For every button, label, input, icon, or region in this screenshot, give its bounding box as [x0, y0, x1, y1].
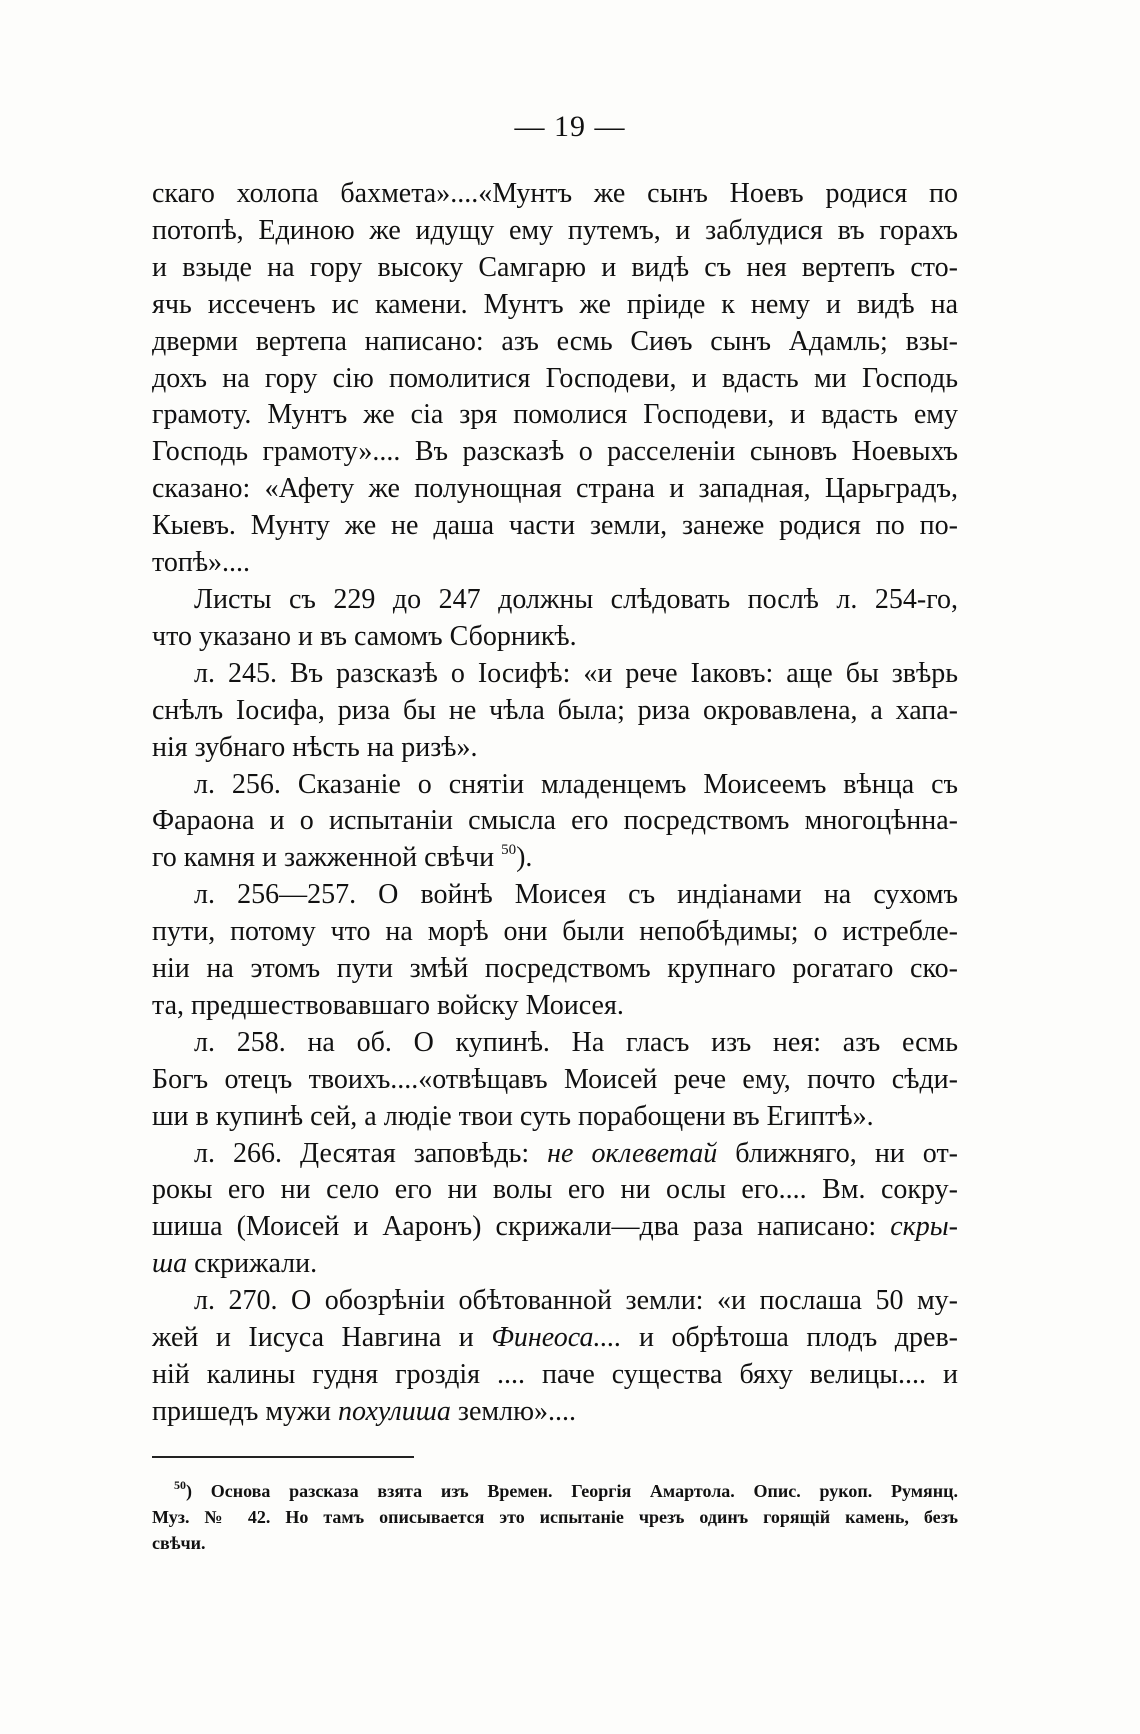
text-line: л. 258. на об. О купинѣ. На гласъ изъ нея: азъ есмь	[194, 1026, 958, 1058]
text-line: л. 256—257. О войнѣ Моисея съ индіанами на сухомъ	[194, 879, 958, 911]
text-line: Фараона и о испытаніи смысла его посредствомъ многоцѣнна-	[152, 805, 958, 837]
text-segment: л. 266. Десятая заповѣдь:	[194, 1137, 530, 1169]
footnote-marker: 50	[174, 1478, 186, 1492]
text-line	[152, 1246, 958, 1283]
text-line	[152, 1136, 958, 1173]
text-line: рокы его ни село его ни волы его ни ослы его.... Вм. сокру-	[152, 1174, 958, 1206]
text-line: ніи на этомъ пути змѣй посредствомъ крупнаго рогатаго ско-	[152, 953, 958, 985]
text-line: л. 270. О обозрѣніи обѣтованной земли: «и послаша 50 му-	[194, 1285, 958, 1317]
text-segment: и обрѣтоша плодъ древ-	[639, 1322, 959, 1354]
footnote-text: ) Основа разсказа взята изъ Времен. Георгія Амартола. Опис. рукоп. Румянц.	[186, 1481, 958, 1501]
text-line: скаго холопа бахмета»....«Мунтъ же сынъ Ноевъ родися по	[152, 178, 958, 209]
footnote-line: Муз. № 42. Но тамъ описывается это испытаніе чрезъ одинъ горящій камень, безъ	[152, 1507, 958, 1527]
text-line: л. 245. Въ разсказѣ о Іосифѣ: «и рече Іаковъ: аще бы звѣрь	[194, 657, 958, 689]
text-segment: жей и Іисуса Навгина и	[152, 1322, 474, 1354]
text-segment: го камня и зажженной свѣчи	[152, 842, 495, 874]
footnote-divider	[152, 1456, 414, 1458]
text-line: Листы съ 229 до 247 должны слѣдовать послѣ л. 254-го,	[194, 583, 958, 615]
text-line: топѣ»....	[152, 547, 251, 579]
text-line: потопѣ, Единою же идущу ему путемъ, и заблудися въ горахъ	[152, 214, 958, 246]
footnote-ref[interactable]: 50	[501, 842, 517, 859]
text-line: л. 256. Сказаніе о снятіи младенцемъ Моисеемъ вѣнца съ	[194, 768, 958, 800]
text-segment: землю»....	[457, 1395, 576, 1427]
text-line: сказано: «Афету же полунощная страна и западная, Царьградъ,	[152, 473, 958, 505]
text-line: пути, потому что на морѣ они были непобѣдимы; о истребле-	[152, 916, 958, 948]
text-line: ши в купинѣ сей, а людіе твои суть порабощени въ Египтѣ».	[152, 1100, 874, 1132]
text-line	[152, 840, 958, 877]
italic-text: не оклеветай	[547, 1137, 718, 1169]
text-line	[152, 1394, 958, 1431]
text-line: ячь иссеченъ ис камени. Мунтъ же пріиде к нему и видѣ на	[152, 288, 958, 320]
text-line: ній калины гудня гроздія .... паче существа бяху велицы.... и	[152, 1359, 958, 1390]
italic-text: скры-	[890, 1211, 958, 1243]
text-line: нія зубнаго нѣсть на ризѣ».	[152, 731, 478, 763]
text-line	[152, 1209, 958, 1246]
text-line: снѣлъ Іосифа, риза бы не чѣла была; риза окровавлена, а хапа-	[152, 694, 958, 726]
text-segment: скрижали.	[194, 1248, 318, 1280]
text-segment: пришедъ мужи	[152, 1395, 331, 1427]
text-line: Кыевъ. Мунту же не даша части земли, занеже родися по по-	[152, 510, 958, 542]
text-line: дохъ на гору сію помолитися Господеви, и вдасть ми Господь	[152, 362, 958, 394]
text-line: Господь грамоту».... Въ разсказѣ о расселеніи сыновъ Ноевыхъ	[152, 436, 958, 468]
italic-text: ша	[152, 1248, 188, 1280]
text-line: та, предшествовавшаго войску Моисея.	[152, 989, 624, 1021]
italic-text: Финеоса....	[491, 1322, 622, 1354]
text-segment: ).	[516, 842, 533, 874]
text-line: грамоту. Мунтъ же сіа зря помолися Господеви, и вдасть ему	[152, 399, 958, 431]
text-line: дверми вертепа написано: азъ есмь Сиѳъ сынъ Адамль; взы-	[152, 325, 958, 357]
text-line: Богъ отецъ твоихъ....«отвѣщавъ Моисей рече ему, почто сѣди-	[152, 1063, 958, 1095]
text-line: и взыде на гору высоку Самгарю и видѣ съ нея вертепъ сто-	[152, 251, 958, 283]
body-text	[152, 176, 958, 1431]
text-line: что указано и въ самомъ Сборникѣ.	[152, 620, 577, 652]
italic-text: похулиша	[338, 1395, 451, 1427]
footnote	[152, 1478, 958, 1556]
text-line	[152, 1320, 958, 1357]
footnote-line	[152, 1478, 958, 1504]
footnote-line: свѣчи.	[152, 1533, 206, 1553]
page-number: — 19 —	[514, 110, 626, 143]
text-segment: ближняго, ни от-	[735, 1137, 959, 1169]
text-segment: шиша (Моисей и Ааронъ) скрижали—два раза написано:	[152, 1211, 877, 1243]
